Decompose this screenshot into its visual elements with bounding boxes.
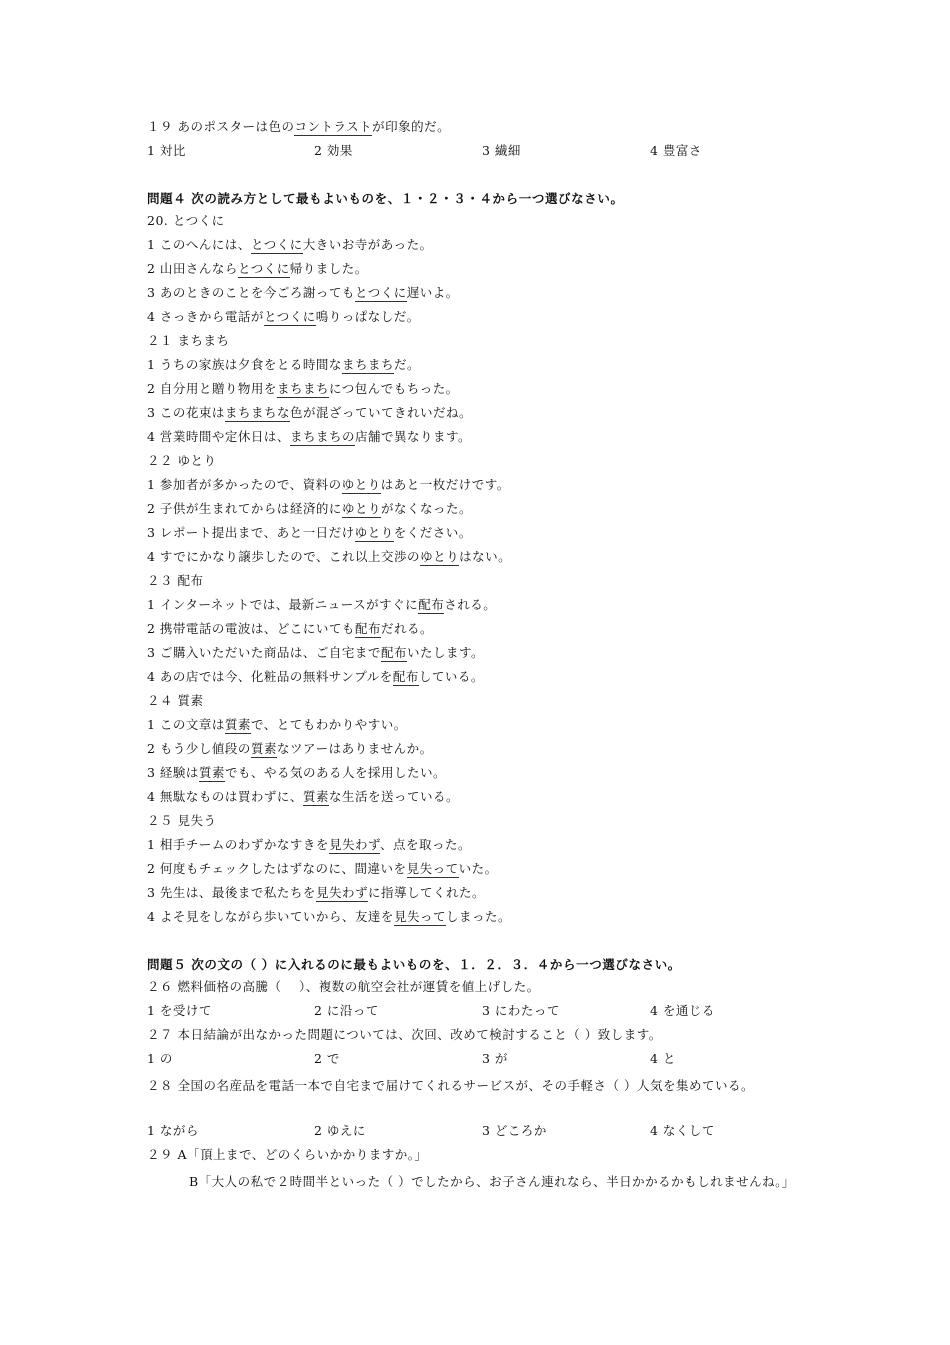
underlined-word: 配布 (418, 597, 445, 612)
q27-option-3[interactable]: 3 が (482, 1051, 508, 1066)
option-text: 1 うちの家族は夕食をとる時間な (147, 357, 342, 372)
underlined-word: まちまち (276, 381, 329, 396)
option-text: いた。 (458, 861, 498, 876)
underlined-word: ゆとり (341, 477, 381, 492)
q27-option-2[interactable]: 2 で (314, 1051, 340, 1066)
section4-option[interactable] (147, 884, 807, 902)
option-text: なツアーはありませんか。 (276, 741, 433, 756)
option-text: 2 もう少し値段の (147, 741, 251, 756)
underlined-word: 見失わず (328, 837, 380, 852)
option-text: 4 さっきから電話が (147, 309, 264, 324)
q29-line-a: ２９ A「頂上まで、どのくらいかかりますか。」 (147, 1147, 428, 1162)
option-text: でも、やる気のある人を採用したい。 (224, 765, 446, 780)
option-text: がなくなった。 (380, 501, 472, 516)
q26-option-4[interactable]: 4 を通じる (650, 1003, 715, 1018)
q28-option-1[interactable]: 1 ながら (147, 1123, 199, 1138)
section4-option[interactable] (147, 236, 807, 254)
option-text: 3 ご購入いただいた商品は、ご自宅まで (147, 645, 381, 660)
underlined-word: 質素 (198, 765, 225, 780)
option-text: 3 あのときのことを今ごろ謝っても (147, 285, 355, 300)
underlined-word: 見失わず (315, 885, 368, 900)
option-text: 帰りました。 (289, 261, 368, 276)
underlined-word: まちまち (341, 357, 394, 372)
option-text: をください。 (393, 525, 472, 540)
option-text: 1 相手チームのわずかなすきを (147, 837, 329, 852)
q28-option-4[interactable]: 4 なくして (650, 1123, 715, 1138)
option-text: 2 何度もチェックしたはずなのに、間違いを (147, 861, 407, 876)
underlined-word: まちまちな (224, 405, 290, 420)
section4-option[interactable] (147, 620, 807, 638)
underlined-word: とつくに (263, 309, 316, 324)
q27-option-1[interactable]: 1 の (147, 1051, 173, 1066)
option-text: に指導してくれた。 (367, 885, 485, 900)
option-text: いたします。 (406, 645, 484, 660)
option-text: 3 経験は (147, 765, 199, 780)
option-text: 2 自分用と贈り物用を (147, 381, 277, 396)
q19-stem-pre: １９ あのポスターは色の (147, 119, 295, 134)
q19-option-4[interactable]: 4 豊富さ (650, 143, 702, 158)
q19-underlined-word: コントラスト (294, 119, 373, 134)
option-text: 1 参加者が多かったので、資料の (147, 477, 342, 492)
section4-option[interactable] (147, 284, 807, 302)
underlined-word: ゆとり (420, 549, 460, 564)
section4-option[interactable] (147, 524, 807, 542)
section4-option[interactable] (147, 500, 807, 518)
option-text: 4 よそ見をしながら歩いていから、友達を (147, 909, 394, 924)
q28-option-2[interactable]: 2 ゆえに (314, 1123, 366, 1138)
underlined-word: 質素 (302, 789, 329, 804)
option-text: 1 このへんには、 (147, 237, 251, 252)
section4-question-label: 20. とつくに (147, 213, 225, 228)
option-text: 色が混ざっていてきれいだね。 (289, 405, 472, 420)
option-text: はない。 (459, 549, 512, 564)
section4-option[interactable] (147, 740, 807, 758)
underlined-word: とつくに (354, 285, 407, 300)
q26-option-1[interactable]: 1 を受けて (147, 1003, 212, 1018)
option-text: される。 (444, 597, 497, 612)
option-text: 1 インターネットでは、最新ニュースがすぐに (147, 597, 419, 612)
option-text: 店舗で異なります。 (354, 429, 471, 444)
section4-option[interactable] (147, 596, 807, 614)
section4-option[interactable] (147, 716, 807, 734)
section4-question-label: ２５ 見失う (147, 813, 217, 828)
q19-option-3[interactable]: 3 繊細 (482, 143, 521, 158)
option-text: 鳴りっぱなしだ。 (315, 309, 420, 324)
q27-option-4[interactable]: 4 と (650, 1051, 676, 1066)
section4-option[interactable] (147, 428, 807, 446)
q19-stem-post: が印象的だ。 (372, 119, 451, 134)
option-text: 遅いよ。 (406, 285, 459, 300)
underlined-word: 配布 (380, 645, 407, 660)
q29-line-b: B「大人の私で２時間半といった（ ）でしたから、お子さん連れなら、半日かかるかもしれませんね。」 (189, 1174, 795, 1189)
option-text: につ包んでもちった。 (328, 381, 459, 396)
section4-question-label: ２１ まちまち (147, 333, 230, 348)
option-text: だれる。 (380, 621, 433, 636)
option-text: 2 子供が生まれてからは経済的に (147, 501, 342, 516)
q28-stem: ２８ 全国の名産品を電話一本で自宅まで届けてくれるサービスが、その手軽さ（ ）人気を集めている。 (147, 1078, 754, 1093)
q28-option-3[interactable]: 3 どころか (482, 1123, 547, 1138)
option-text: で、とてもわかりやすい。 (250, 717, 407, 732)
section4-option[interactable] (147, 260, 807, 278)
option-text: 大きいお寺があった。 (302, 237, 433, 252)
section4-question-label: ２３ 配布 (147, 573, 204, 588)
section4-option[interactable] (147, 788, 807, 806)
underlined-word: ゆとり (341, 501, 381, 516)
option-text: 1 この文章は (147, 717, 225, 732)
option-text: な生活を送っている。 (328, 789, 459, 804)
section4-question-label: ２４ 質素 (147, 693, 204, 708)
option-text: 4 無駄なものは買わずに、 (147, 789, 303, 804)
section4-option[interactable] (147, 356, 807, 374)
section4-option[interactable] (147, 908, 807, 926)
option-text: だ。 (393, 357, 420, 372)
section5-heading: 問題５ 次の文の（ ）に入れるのに最もよいものを、１．２．３．４から一つ選びなさい。 (147, 957, 681, 972)
option-text: はあと一枚だけです。 (380, 477, 510, 492)
option-text: 3 レポート提出まで、あと一日だけ (147, 525, 355, 540)
section4-option[interactable] (147, 308, 807, 326)
q26-option-3[interactable]: 3 にわたって (482, 1003, 560, 1018)
underlined-word: 配布 (392, 669, 419, 684)
section4-option[interactable] (147, 380, 807, 398)
option-text: 3 先生は、最後まで私たちを (147, 885, 316, 900)
option-text: している。 (418, 669, 484, 684)
option-text: 2 携帯電話の電波は、どこにいても (147, 621, 355, 636)
option-text: しまった。 (445, 909, 511, 924)
option-text: 、点を取った。 (379, 837, 471, 852)
underlined-word: 配布 (354, 621, 381, 636)
section4-option[interactable] (147, 836, 807, 854)
q26-stem: ２６ 燃料価格の高騰（ ）、複数の航空会社が運賃を値上げした。 (147, 979, 540, 994)
option-text: 4 あの店では今、化粧品の無料サンプルを (147, 669, 393, 684)
underlined-word: まちまちの (289, 429, 355, 444)
section4-option[interactable] (147, 476, 807, 494)
q19-option-1[interactable]: 1 対比 (147, 143, 186, 158)
section4-option[interactable] (147, 668, 807, 686)
underlined-word: とつくに (250, 237, 303, 252)
q19-option-2[interactable]: 2 効果 (314, 143, 353, 158)
underlined-word: ゆとり (354, 525, 394, 540)
q27-stem: ２７ 本日結論が出なかった問題については、次回、改めて検討すること（ ）致します。 (147, 1027, 662, 1042)
section4-option[interactable] (147, 764, 807, 782)
underlined-word: 質素 (250, 741, 277, 756)
section4-option[interactable] (147, 860, 807, 878)
section4-option[interactable] (147, 548, 807, 566)
q26-option-2[interactable]: 2 に沿って (314, 1003, 379, 1018)
option-text: 4 すでにかなり譲歩したので、これ以上交渉の (147, 549, 421, 564)
section4-question-label: ２２ ゆとり (147, 453, 217, 468)
q19-stem (147, 118, 807, 136)
underlined-word: とつくに (237, 261, 290, 276)
option-text: 2 山田さんなら (147, 261, 238, 276)
section4-option[interactable] (147, 644, 807, 662)
underlined-word: 見失って (393, 909, 446, 924)
section4-heading: 問題４ 次の読み方として最もよいものを、１・２・３・４から一つ選びなさい。 (147, 191, 624, 206)
section4-option[interactable] (147, 404, 807, 422)
option-text: 3 この花束は (147, 405, 225, 420)
underlined-word: 質素 (224, 717, 251, 732)
option-text: 4 営業時間や定休日は、 (147, 429, 290, 444)
underlined-word: 見失って (406, 861, 459, 876)
